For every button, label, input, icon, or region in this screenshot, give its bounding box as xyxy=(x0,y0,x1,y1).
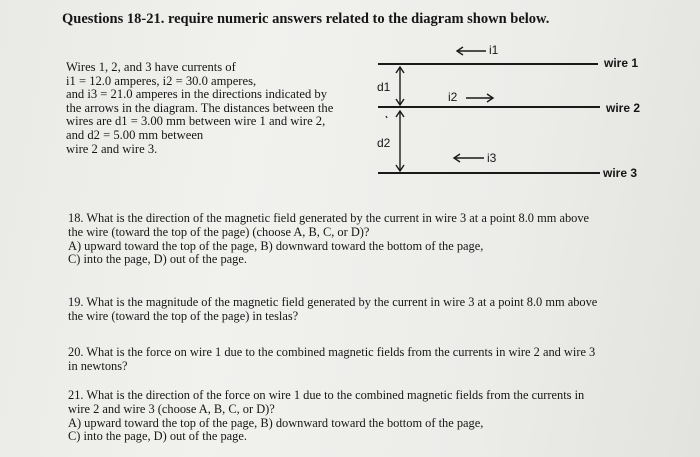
question-line: in newtons? xyxy=(68,358,128,373)
wire-1-label: wire 1 xyxy=(604,56,639,70)
wire-3-label: wire 3 xyxy=(603,166,638,180)
questions-heading: Questions 18-21. require numeric answers related to the diagram shown below. xyxy=(62,11,550,27)
question-20 xyxy=(68,346,668,374)
intro-line: wires are d1 = 3.00 mm between wire 1 and wire 2, xyxy=(66,114,326,129)
question-18 xyxy=(68,212,668,267)
wire-diagram xyxy=(0,0,700,200)
intro-line: Wires 1, 2, and 3 have currents of xyxy=(66,60,236,74)
distance-d1-arrow-icon xyxy=(396,67,404,105)
intro-line: and d2 = 5.00 mm between xyxy=(66,127,204,142)
current-2-label: i2 xyxy=(448,90,458,104)
current-3-arrow-icon xyxy=(454,154,484,162)
question-line: the wire (toward the top of the page) in teslas? xyxy=(68,308,299,323)
question-line: A) upward toward the top of the page, B) downward toward the bottom of the page, xyxy=(68,415,484,430)
question-line: C) into the page, D) out of the page. xyxy=(68,252,247,267)
question-line: 18. What is the direction of the magnetic field generated by the current in wire 3 at a point 8.0 mm above xyxy=(68,211,590,225)
intro-line: the arrows in the diagram. The distances between the xyxy=(66,100,334,115)
distance-d1-label: d1 xyxy=(377,80,391,94)
intro-line: wire 2 and wire 3. xyxy=(66,141,158,156)
question-line: 20. What is the force on wire 1 due to the combined magnetic fields from the currents in wire 2 and wire 3 xyxy=(68,345,596,359)
current-1-label: i1 xyxy=(489,43,499,57)
wire-2-label: wire 2 xyxy=(606,101,641,115)
question-line: C) into the page, D) out of the page. xyxy=(68,429,247,444)
current-2-arrow-icon xyxy=(466,94,493,102)
question-line: 19. What is the magnitude of the magnetic field generated by the current in wire 3 at a point 8.0 mm above xyxy=(68,295,598,309)
intro-line: i1 = 12.0 amperes, i2 = 30.0 amperes, xyxy=(66,73,257,88)
question-19 xyxy=(68,296,668,324)
distance-d2-arrow-icon xyxy=(396,111,404,171)
question-21 xyxy=(68,389,668,444)
current-1-arrow-icon xyxy=(457,47,486,55)
current-3-label: i3 xyxy=(487,151,497,165)
question-line: the wire (toward the top of the page) (choose A, B, C, or D)? xyxy=(68,224,370,239)
question-line: A) upward toward the top of the page, B) downward toward the bottom of the page, xyxy=(68,238,484,253)
question-line: 21. What is the direction of the force on wire 1 due to the combined magnetic fields from the currents in xyxy=(68,388,585,402)
question-line: wire 2 and wire 3 (choose A, B, C, or D)? xyxy=(68,401,275,416)
intro-line: and i3 = 21.0 amperes in the directions indicated by xyxy=(66,87,328,102)
wire-diagram-svg xyxy=(0,0,700,200)
tick-mark xyxy=(386,116,387,118)
distance-d2-label: d2 xyxy=(377,136,391,150)
